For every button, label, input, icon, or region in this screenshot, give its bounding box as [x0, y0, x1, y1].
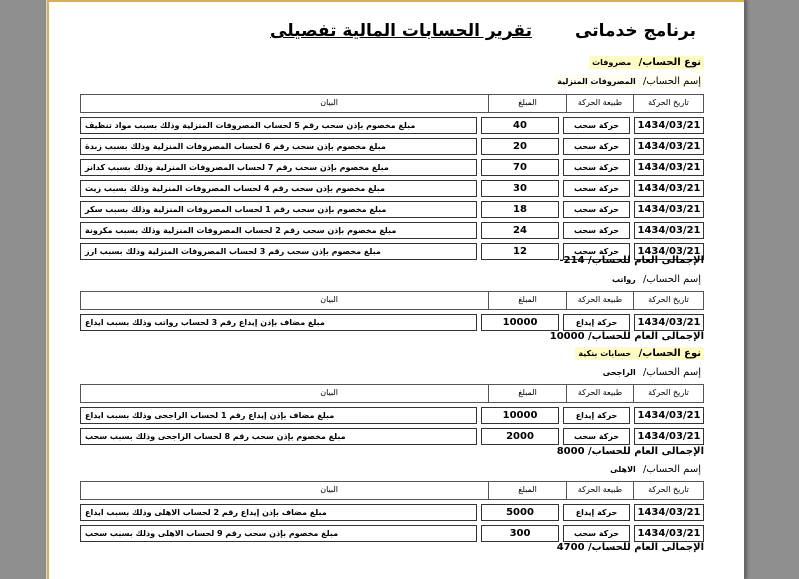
- cell-desc: [80, 138, 477, 155]
- table-row: [80, 180, 704, 197]
- cell-nature: حركة إيداع: [563, 407, 630, 424]
- cell-amount: 70: [481, 159, 559, 176]
- cell-desc: [80, 428, 477, 445]
- desc-text: مبلغ مضاف بإذن إيداع رقم 2 لحساب الاهلى وذلك بسبب ايداع: [85, 508, 327, 517]
- col-desc-header: البيان: [320, 388, 338, 397]
- cell-amount: 300: [481, 525, 559, 542]
- total-caption: الإجمالى العام للحساب/: [588, 255, 704, 266]
- desc-text: مبلغ مخصوم بإذن سحب رقم 9 لحساب الاهلى وذلك بسبب سحب: [85, 529, 339, 538]
- account-name-value: رواتب: [611, 275, 636, 284]
- transactions-table: [80, 384, 704, 445]
- table-row: [80, 407, 704, 424]
- total-value: 8000: [556, 446, 585, 457]
- cell-nature: حركة سحب: [563, 159, 630, 176]
- report-title: تقرير الحسابات المالية تفصيلى: [270, 21, 532, 41]
- col-desc-header: البيان: [320, 295, 338, 304]
- table-row: [80, 428, 704, 445]
- cell-nature: حركة سحب: [563, 525, 630, 542]
- cell-date: 1434/03/21: [634, 222, 704, 239]
- table-row: [80, 314, 704, 331]
- account-total: [550, 331, 704, 342]
- desc-text: مبلغ مخصوم بإذن سحب رقم 5 لحساب المصروفات المنزلية وذلك بسبب مواد تنظيف: [85, 121, 416, 130]
- cell-amount: 10000: [481, 407, 559, 424]
- account-type-label: [575, 347, 704, 360]
- account-name-caption: إسم الحساب/: [642, 274, 701, 285]
- cell-desc: [80, 159, 477, 176]
- cell-desc: [80, 525, 477, 542]
- desc-text: مبلغ مضاف بإذن إيداع رقم 1 لحساب الراجحى وذلك بسبب ايداع: [85, 411, 335, 420]
- col-date-header: تاريخ الحركة: [633, 95, 703, 112]
- cell-nature: حركة سحب: [563, 117, 630, 134]
- cell-date: 1434/03/21: [634, 201, 704, 218]
- cell-nature: حركة سحب: [563, 180, 630, 197]
- total-caption: الإجمالى العام للحساب/: [588, 331, 704, 342]
- table-header: [80, 384, 704, 403]
- account-name-label: [600, 366, 704, 379]
- cell-date: 1434/03/21: [634, 243, 704, 260]
- account-type-value: مصروفات: [592, 58, 632, 67]
- table-row: [80, 201, 704, 218]
- cell-amount: 40: [481, 117, 559, 134]
- report-page: [46, 0, 745, 579]
- account-type-caption: نوع الحساب/: [638, 57, 701, 68]
- cell-date: 1434/03/21: [634, 314, 704, 331]
- cell-amount: 20: [481, 138, 559, 155]
- col-amount-header: المبلغ: [488, 385, 566, 402]
- cell-desc: [80, 407, 477, 424]
- cell-date: 1434/03/21: [634, 504, 704, 521]
- desc-text: مبلغ مخصوم بإذن سحب رقم 8 لحساب الراجحى وذلك بسبب سحب: [85, 432, 346, 441]
- cell-nature: حركة سحب: [563, 201, 630, 218]
- col-desc-header: البيان: [320, 98, 338, 107]
- cell-amount: 2000: [481, 428, 559, 445]
- table-header: [80, 291, 704, 310]
- cell-nature: حركة سحب: [563, 243, 630, 260]
- account-name-caption: إسم الحساب/: [642, 464, 701, 475]
- account-name-label: [554, 75, 704, 88]
- cell-amount: 30: [481, 180, 559, 197]
- account-total: [557, 542, 704, 553]
- desc-text: مبلغ مخصوم بإذن سحب رقم 4 لحساب المصروفات المنزلية وذلك بسبب زيت: [85, 184, 385, 193]
- cell-date: 1434/03/21: [634, 407, 704, 424]
- cell-date: 1434/03/21: [634, 138, 704, 155]
- col-amount-header: المبلغ: [488, 482, 566, 499]
- account-name-caption: إسم الحساب/: [642, 367, 701, 378]
- cell-desc: [80, 117, 477, 134]
- cell-date: 1434/03/21: [634, 428, 704, 445]
- total-value: 10000: [549, 331, 585, 342]
- desc-text: مبلغ مخصوم بإذن سحب رقم 2 لحساب المصروفات المنزلية وذلك بسبب مكرونة: [85, 226, 397, 235]
- cell-nature: حركة سحب: [563, 222, 630, 239]
- cell-date: 1434/03/21: [634, 117, 704, 134]
- account-type-caption: نوع الحساب/: [638, 348, 701, 359]
- cell-nature: حركة سحب: [563, 138, 630, 155]
- account-type-value: حسابات بنكية: [578, 349, 632, 358]
- cell-desc: [80, 222, 477, 239]
- total-value: 214-: [559, 255, 585, 266]
- desc-text: مبلغ مضاف بإذن إيداع رقم 3 لحساب رواتب وذلك بسبب ايداع: [85, 318, 325, 327]
- cell-nature: حركة إيداع: [563, 504, 630, 521]
- cell-desc: [80, 180, 477, 197]
- col-date-header: تاريخ الحركة: [633, 292, 703, 309]
- col-nature-header: طبيعة الحركة: [566, 385, 633, 402]
- cell-amount: 24: [481, 222, 559, 239]
- table-header: [80, 94, 704, 113]
- table-row: [80, 504, 704, 521]
- account-name-caption: إسم الحساب/: [642, 76, 701, 87]
- cell-nature: حركة سحب: [563, 428, 630, 445]
- col-nature-header: طبيعة الحركة: [566, 292, 633, 309]
- desc-text: مبلغ مخصوم بإذن سحب رقم 6 لحساب المصروفات المنزلية وذلك بسبب زبدة: [85, 142, 386, 151]
- account-name-label: [609, 273, 704, 286]
- account-name-value: المصروفات المنزلية: [557, 77, 636, 86]
- cell-desc: [80, 314, 477, 331]
- table-row: [80, 159, 704, 176]
- col-nature-header: طبيعة الحركة: [566, 482, 633, 499]
- col-date-header: تاريخ الحركة: [633, 482, 703, 499]
- table-header: [80, 481, 704, 500]
- desc-text: مبلغ مخصوم بإذن سحب رقم 1 لحساب المصروفات المنزلية وذلك بسبب سكر: [85, 205, 387, 214]
- col-amount-header: المبلغ: [488, 292, 566, 309]
- table-row: [80, 138, 704, 155]
- cell-amount: 12: [481, 243, 559, 260]
- desc-text: مبلغ مخصوم بإذن سحب رقم 7 لحساب المصروفات المنزلية وذلك بسبب كدانز: [85, 163, 389, 172]
- account-type-label: [589, 56, 704, 69]
- table-row: [80, 525, 704, 542]
- transactions-table: [80, 94, 704, 260]
- col-desc-header: البيان: [320, 485, 338, 494]
- transactions-table: [80, 291, 704, 331]
- transactions-table: [80, 481, 704, 542]
- cell-desc: [80, 504, 477, 521]
- col-date-header: تاريخ الحركة: [633, 385, 703, 402]
- program-title: برنامج خدماتى: [575, 21, 696, 41]
- account-name-value: الراجحى: [602, 368, 636, 377]
- table-row: [80, 117, 704, 134]
- account-name-label: [607, 463, 704, 476]
- total-caption: الإجمالى العام للحساب/: [588, 542, 704, 553]
- account-total: [560, 255, 704, 266]
- cell-date: 1434/03/21: [634, 180, 704, 197]
- page-border-top: [47, 0, 744, 2]
- table-row: [80, 222, 704, 239]
- cell-nature: حركة إيداع: [563, 314, 630, 331]
- account-total: [557, 446, 704, 457]
- total-value: 4700: [556, 542, 585, 553]
- cell-desc: [80, 201, 477, 218]
- cell-date: 1434/03/21: [634, 525, 704, 542]
- cell-date: 1434/03/21: [634, 159, 704, 176]
- col-amount-header: المبلغ: [488, 95, 566, 112]
- total-caption: الإجمالى العام للحساب/: [588, 446, 704, 457]
- desc-text: مبلغ مخصوم بإذن سحب رقم 3 لحساب المصروفات المنزلية وذلك بسبب ارز: [85, 247, 381, 256]
- account-name-value: الاهلى: [610, 465, 636, 474]
- col-nature-header: طبيعة الحركة: [566, 95, 633, 112]
- cell-amount: 10000: [481, 314, 559, 331]
- page-border-left: [47, 0, 49, 579]
- cell-amount: 18: [481, 201, 559, 218]
- cell-amount: 5000: [481, 504, 559, 521]
- cell-desc: [80, 243, 477, 260]
